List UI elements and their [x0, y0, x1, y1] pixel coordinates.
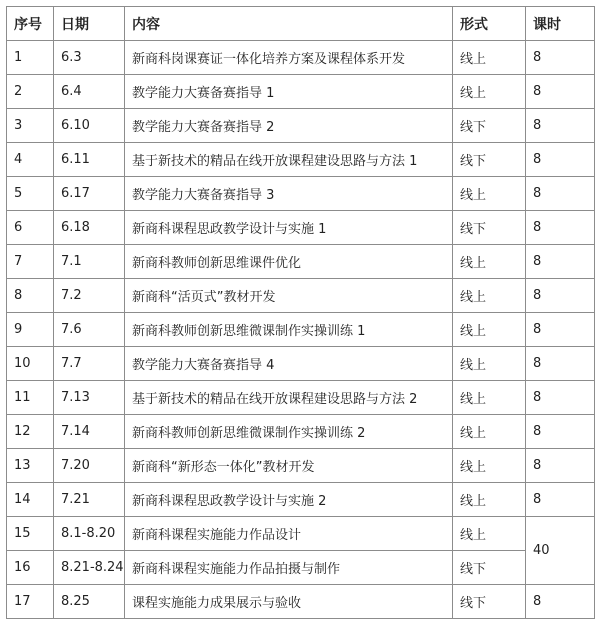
- cell-date: 7.14: [54, 415, 125, 449]
- cell-content: 教学能力大赛备赛指导 3: [125, 177, 453, 211]
- cell-mode: 线上: [453, 75, 526, 109]
- table-body: [7, 41, 595, 619]
- cell-hours: 8: [526, 585, 595, 619]
- cell-hours: 8: [526, 415, 595, 449]
- cell-mode: 线上: [453, 279, 526, 313]
- table-row: [7, 347, 595, 381]
- cell-content: 教学能力大赛备赛指导 4: [125, 347, 453, 381]
- header-mode: 形式: [453, 7, 526, 41]
- cell-date: 7.20: [54, 449, 125, 483]
- cell-content: 新商科“新形态一体化”教材开发: [125, 449, 453, 483]
- cell-hours: 8: [526, 483, 595, 517]
- cell-content: 新商科课程思政教学设计与实施 2: [125, 483, 453, 517]
- cell-content: 教学能力大赛备赛指导 2: [125, 109, 453, 143]
- cell-content: 新商科岗课赛证一体化培养方案及课程体系开发: [125, 41, 453, 75]
- cell-date: 6.18: [54, 211, 125, 245]
- header-hours: 课时: [526, 7, 595, 41]
- training-schedule-table: [6, 6, 595, 619]
- cell-content: 基于新技术的精品在线开放课程建设思路与方法 2: [125, 381, 453, 415]
- cell-hours: 8: [526, 279, 595, 313]
- cell-hours: 8: [526, 347, 595, 381]
- header-index: 序号: [7, 7, 54, 41]
- cell-date: 7.2: [54, 279, 125, 313]
- table-row: [7, 381, 595, 415]
- cell-date: 7.1: [54, 245, 125, 279]
- cell-content: 新商科教师创新思维微课制作实操训练 2: [125, 415, 453, 449]
- cell-index: 2: [7, 75, 54, 109]
- cell-content: 新商科教师创新思维微课制作实操训练 1: [125, 313, 453, 347]
- table-row: [7, 313, 595, 347]
- cell-date: 7.21: [54, 483, 125, 517]
- cell-hours: 8: [526, 143, 595, 177]
- cell-date: 6.10: [54, 109, 125, 143]
- cell-mode: 线上: [453, 449, 526, 483]
- header-content: 内容: [125, 7, 453, 41]
- cell-hours: 8: [526, 313, 595, 347]
- cell-mode: 线下: [453, 585, 526, 619]
- cell-date: 8.1-8.20: [54, 517, 125, 551]
- cell-mode: 线下: [453, 143, 526, 177]
- cell-index: 7: [7, 245, 54, 279]
- cell-index: 14: [7, 483, 54, 517]
- cell-index: 12: [7, 415, 54, 449]
- cell-content: 新商科课程实施能力作品拍摄与制作: [125, 551, 453, 585]
- cell-index: 3: [7, 109, 54, 143]
- cell-index: 10: [7, 347, 54, 381]
- cell-mode: 线上: [453, 177, 526, 211]
- table-row: [7, 279, 595, 313]
- cell-date: 8.21-8.24: [54, 551, 125, 585]
- cell-mode: 线上: [453, 245, 526, 279]
- cell-date: 7.6: [54, 313, 125, 347]
- cell-content: 新商科课程实施能力作品设计: [125, 517, 453, 551]
- table-header-row: [7, 7, 595, 41]
- cell-date: 8.25: [54, 585, 125, 619]
- cell-index: 6: [7, 211, 54, 245]
- cell-index: 17: [7, 585, 54, 619]
- cell-index: 9: [7, 313, 54, 347]
- cell-mode: 线上: [453, 347, 526, 381]
- cell-mode: 线上: [453, 381, 526, 415]
- cell-content: 新商科“活页式”教材开发: [125, 279, 453, 313]
- cell-mode: 线上: [453, 517, 526, 551]
- table-row: [7, 415, 595, 449]
- cell-hours: 8: [526, 381, 595, 415]
- cell-date: 6.17: [54, 177, 125, 211]
- cell-content: 基于新技术的精品在线开放课程建设思路与方法 1: [125, 143, 453, 177]
- table-row: [7, 449, 595, 483]
- cell-index: 11: [7, 381, 54, 415]
- cell-mode: 线下: [453, 211, 526, 245]
- cell-content: 课程实施能力成果展示与验收: [125, 585, 453, 619]
- cell-index: 13: [7, 449, 54, 483]
- table-row: [7, 75, 595, 109]
- table-row: [7, 109, 595, 143]
- table-row: [7, 41, 595, 75]
- cell-mode: 线上: [453, 313, 526, 347]
- table-row: [7, 551, 595, 585]
- table-row: [7, 483, 595, 517]
- table-row: [7, 211, 595, 245]
- cell-hours: 8: [526, 449, 595, 483]
- cell-hours: 8: [526, 75, 595, 109]
- cell-index: 8: [7, 279, 54, 313]
- table-row: [7, 177, 595, 211]
- cell-hours: 8: [526, 109, 595, 143]
- cell-date: 6.4: [54, 75, 125, 109]
- table-row: [7, 517, 595, 551]
- cell-index: 5: [7, 177, 54, 211]
- cell-mode: 线上: [453, 415, 526, 449]
- cell-hours: 8: [526, 177, 595, 211]
- cell-mode: 线上: [453, 483, 526, 517]
- cell-mode: 线下: [453, 109, 526, 143]
- cell-date: 7.7: [54, 347, 125, 381]
- cell-date: 7.13: [54, 381, 125, 415]
- cell-mode: 线上: [453, 41, 526, 75]
- table-row: [7, 585, 595, 619]
- cell-index: 15: [7, 517, 54, 551]
- table-row: [7, 143, 595, 177]
- cell-index: 4: [7, 143, 54, 177]
- cell-hours: 8: [526, 211, 595, 245]
- cell-content: 新商科课程思政教学设计与实施 1: [125, 211, 453, 245]
- header-date: 日期: [54, 7, 125, 41]
- cell-index: 1: [7, 41, 54, 75]
- cell-content: 新商科教师创新思维课件优化: [125, 245, 453, 279]
- cell-hours: 8: [526, 41, 595, 75]
- table-row: [7, 245, 595, 279]
- cell-content: 教学能力大赛备赛指导 1: [125, 75, 453, 109]
- cell-hours: 8: [526, 245, 595, 279]
- cell-date: 6.11: [54, 143, 125, 177]
- cell-mode: 线下: [453, 551, 526, 585]
- cell-date: 6.3: [54, 41, 125, 75]
- cell-index: 16: [7, 551, 54, 585]
- cell-hours-merged: 40: [526, 517, 595, 585]
